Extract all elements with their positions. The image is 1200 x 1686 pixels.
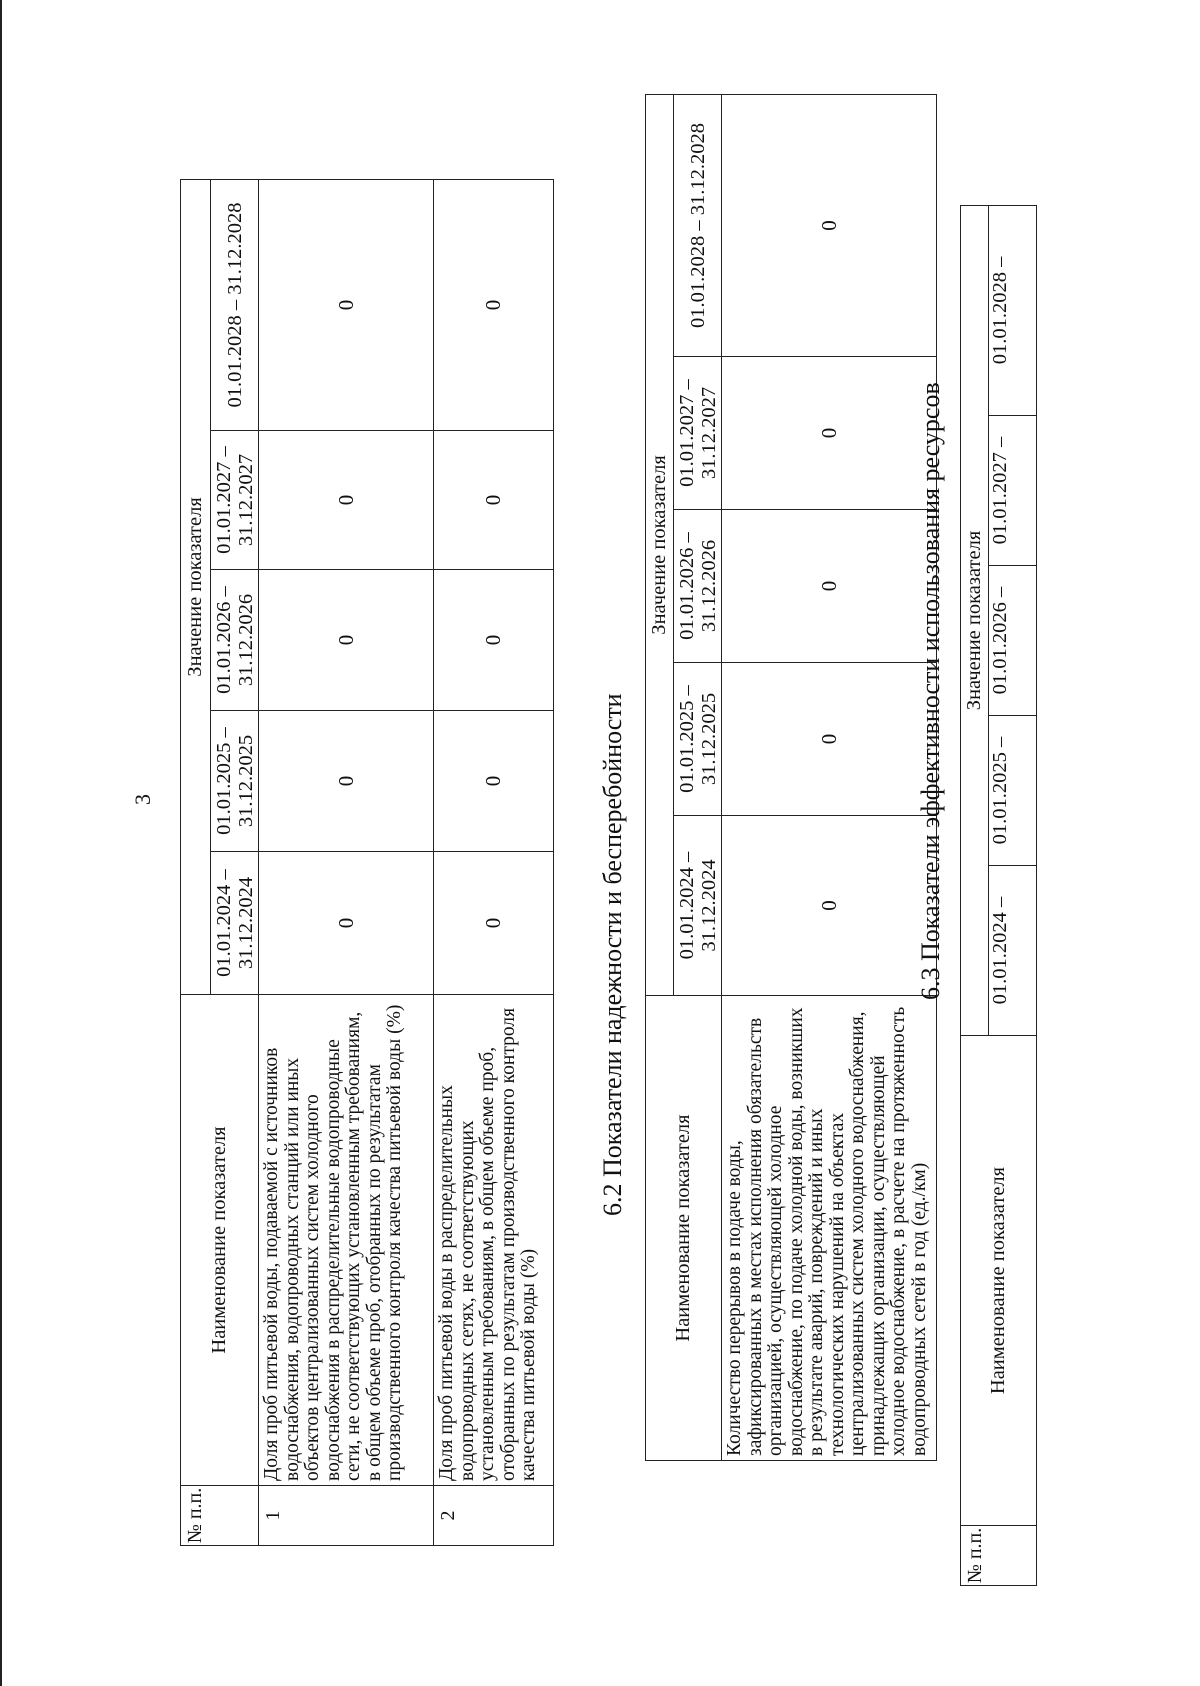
period-2024: 01.01.2024 – 31.12.2024 [674, 816, 722, 996]
table-row [722, 94, 937, 1460]
table-row [259, 179, 434, 1545]
header-no: № п.п. [961, 1526, 1037, 1586]
row-value: 0 [259, 852, 434, 995]
row-value: 0 [434, 852, 554, 995]
header-value: Значение показателя [181, 179, 211, 994]
row-value: 0 [722, 816, 937, 996]
period-2024: 01.01.2024 – 31.12.2024 [211, 852, 259, 995]
row-value: 0 [259, 570, 434, 711]
resource-efficiency-table [960, 205, 1037, 1586]
period-2027: 01.01.2027 – [989, 416, 1037, 566]
row-value: 0 [259, 431, 434, 570]
row-no: 1 [259, 1486, 434, 1546]
row-no: 2 [434, 1486, 554, 1546]
water-quality-table [180, 179, 554, 1546]
period-2026: 01.01.2026 – 31.12.2026 [674, 510, 722, 663]
header-no: № п.п. [181, 1486, 259, 1546]
row-value: 0 [434, 431, 554, 570]
header-name: Наименование показателя [181, 995, 259, 1486]
row-value: 0 [722, 94, 937, 356]
row-value: 0 [259, 711, 434, 852]
period-2026: 01.01.2026 – [989, 566, 1037, 716]
row-value: 0 [722, 357, 937, 510]
row-name: Доля проб питьевой воды в распределительных водопроводных сетях, не соответствующих установленным требованиям, в общем объеме проб, отобранных по результатам производственного контроля качества питьевой воды (%) [434, 995, 554, 1486]
period-2025: 01.01.2025 – 31.12.2025 [211, 711, 259, 852]
row-name: Доля проб питьевой воды, подаваемой с источников водоснабжения, водопроводных станций или иных объектов централизованных систем холодного водоснабжения в распределительные водопроводные сети, не соответствующих установленным требованиям, в общем объеме проб, отобранных по результатам производственного контроля качества питьевой воды (%) [259, 995, 434, 1486]
period-2025: 01.01.2025 – [989, 716, 1037, 866]
row-value: 0 [434, 570, 554, 711]
period-2026: 01.01.2026 – 31.12.2026 [211, 570, 259, 711]
row-value: 0 [434, 711, 554, 852]
page-number: 3 [130, 794, 155, 805]
header-name: Наименование показателя [961, 1036, 1037, 1526]
period-2025: 01.01.2025 – 31.12.2025 [674, 663, 722, 816]
period-2027: 01.01.2027 – 31.12.2027 [674, 357, 722, 510]
table-row [434, 179, 554, 1545]
section-6-2-heading: 6.2 Показатели надежности и бесперебойности [598, 693, 627, 1216]
header-value: Значение показателя [961, 205, 989, 1035]
period-2024: 01.01.2024 – [989, 866, 1037, 1036]
section-6-3-heading: 6.3 Показатели эффективности использования ресурсов [916, 382, 945, 1000]
period-2028: 01.01.2028 – [989, 205, 1037, 415]
period-2028: 01.01.2028 – 31.12.2028 [211, 179, 259, 430]
period-2027: 01.01.2027 – 31.12.2027 [211, 431, 259, 570]
row-value: 0 [259, 179, 434, 430]
period-2028: 01.01.2028 – 31.12.2028 [674, 94, 722, 356]
row-value: 0 [722, 510, 937, 663]
header-value: Значение показателя [646, 94, 674, 995]
row-value: 0 [722, 663, 937, 816]
row-name: Количество перерывов в подаче воды, зафиксированных в местах исполнения обязательств организацией, осуществляющей холодное водоснабжение, по подаче холодной воды, возникших в результате аварий, повреждений и иных технологических нарушений на объектах централизованных систем холодного водоснабжения, принадлежащих организации, осуществляющей холодное водоснабжение, в расчете на протяженность водопроводных сетей в год (ед./км) [722, 996, 937, 1461]
reliability-table [645, 94, 937, 1461]
header-name: Наименование показателя [646, 996, 722, 1461]
row-value: 0 [434, 179, 554, 430]
